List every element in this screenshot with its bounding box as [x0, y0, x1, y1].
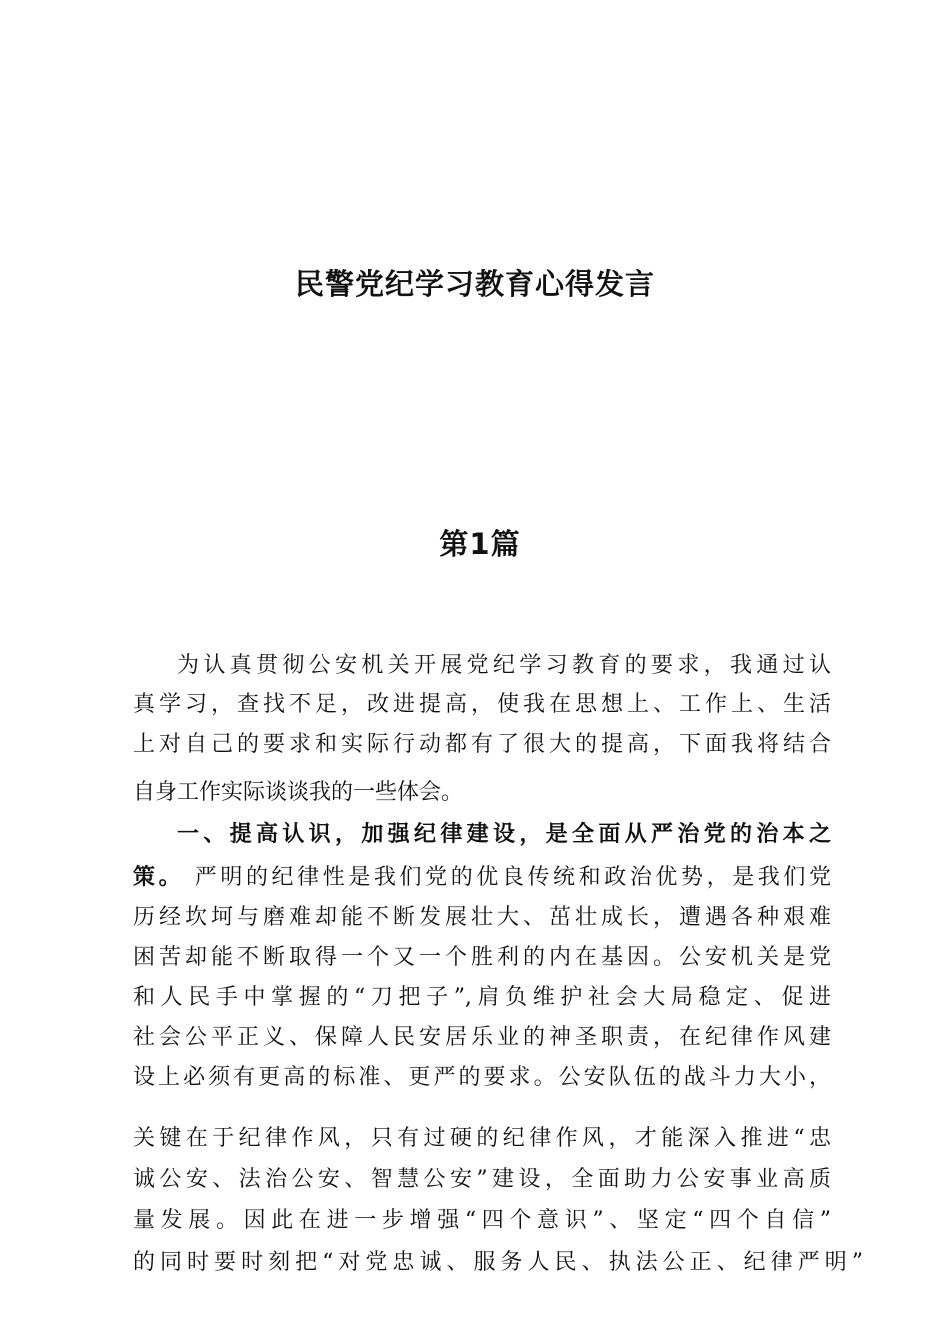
paragraph-line: 真学习，查找不足，改进提高，使我在思想上、工作上、生活: [133, 692, 831, 717]
paragraph-line: 为认真贯彻公安机关开展党纪学习教育的要求，我通过认: [177, 653, 831, 678]
section-heading: 一、提高认识，加强纪律建设，是全面从严治党的治本之: [177, 822, 831, 847]
paragraph-line: 关键在于纪律作风，只有过硬的纪律作风，才能深入推进“忠: [133, 1126, 831, 1151]
paragraph-line: 自身工作实际谈谈我的一些体会。: [133, 780, 464, 805]
paragraph-line: 和人民手中掌握的“刀把子”,肩负维护社会大局稳定、促进: [133, 985, 831, 1010]
paragraph-line: 历经坎坷与磨难却能不断发展壮大、茁壮成长，遭遇各种艰难: [133, 905, 831, 930]
document-title: 民警党纪学习教育心得发言: [294, 267, 655, 301]
paragraph-line: 的同时要时刻把“对党忠诚、服务人民、执法公正、纪律严明”: [133, 1250, 863, 1275]
paragraph-line: 困苦却能不断取得一个又一个胜利的内在基因。公安机关是党: [133, 945, 831, 970]
paragraph-line: 严明的纪律性是我们党的优良传统和政治优势，是我们党: [184, 865, 831, 890]
paragraph-line: 社会公平正义、保障人民安居乐业的神圣职责，在纪律作风建: [133, 1025, 831, 1050]
chapter-title: 第1篇: [439, 527, 521, 561]
paragraph-line: 量发展。因此在进一步增强“四个意识”、坚定“四个自信”: [133, 1208, 831, 1233]
paragraph-line: 诚公安、法治公安、智慧公安”建设，全面助力公安事业高质: [133, 1167, 831, 1192]
section-heading-continuation: [133, 863, 831, 893]
paragraph-line: 设上必须有更高的标准、更严的要求。公安队伍的战斗力大小，: [133, 1065, 831, 1090]
paragraph-line: 上对自己的要求和实际行动都有了很大的提高，下面我将结合: [133, 732, 831, 757]
section-heading-end: 策。: [133, 865, 185, 890]
